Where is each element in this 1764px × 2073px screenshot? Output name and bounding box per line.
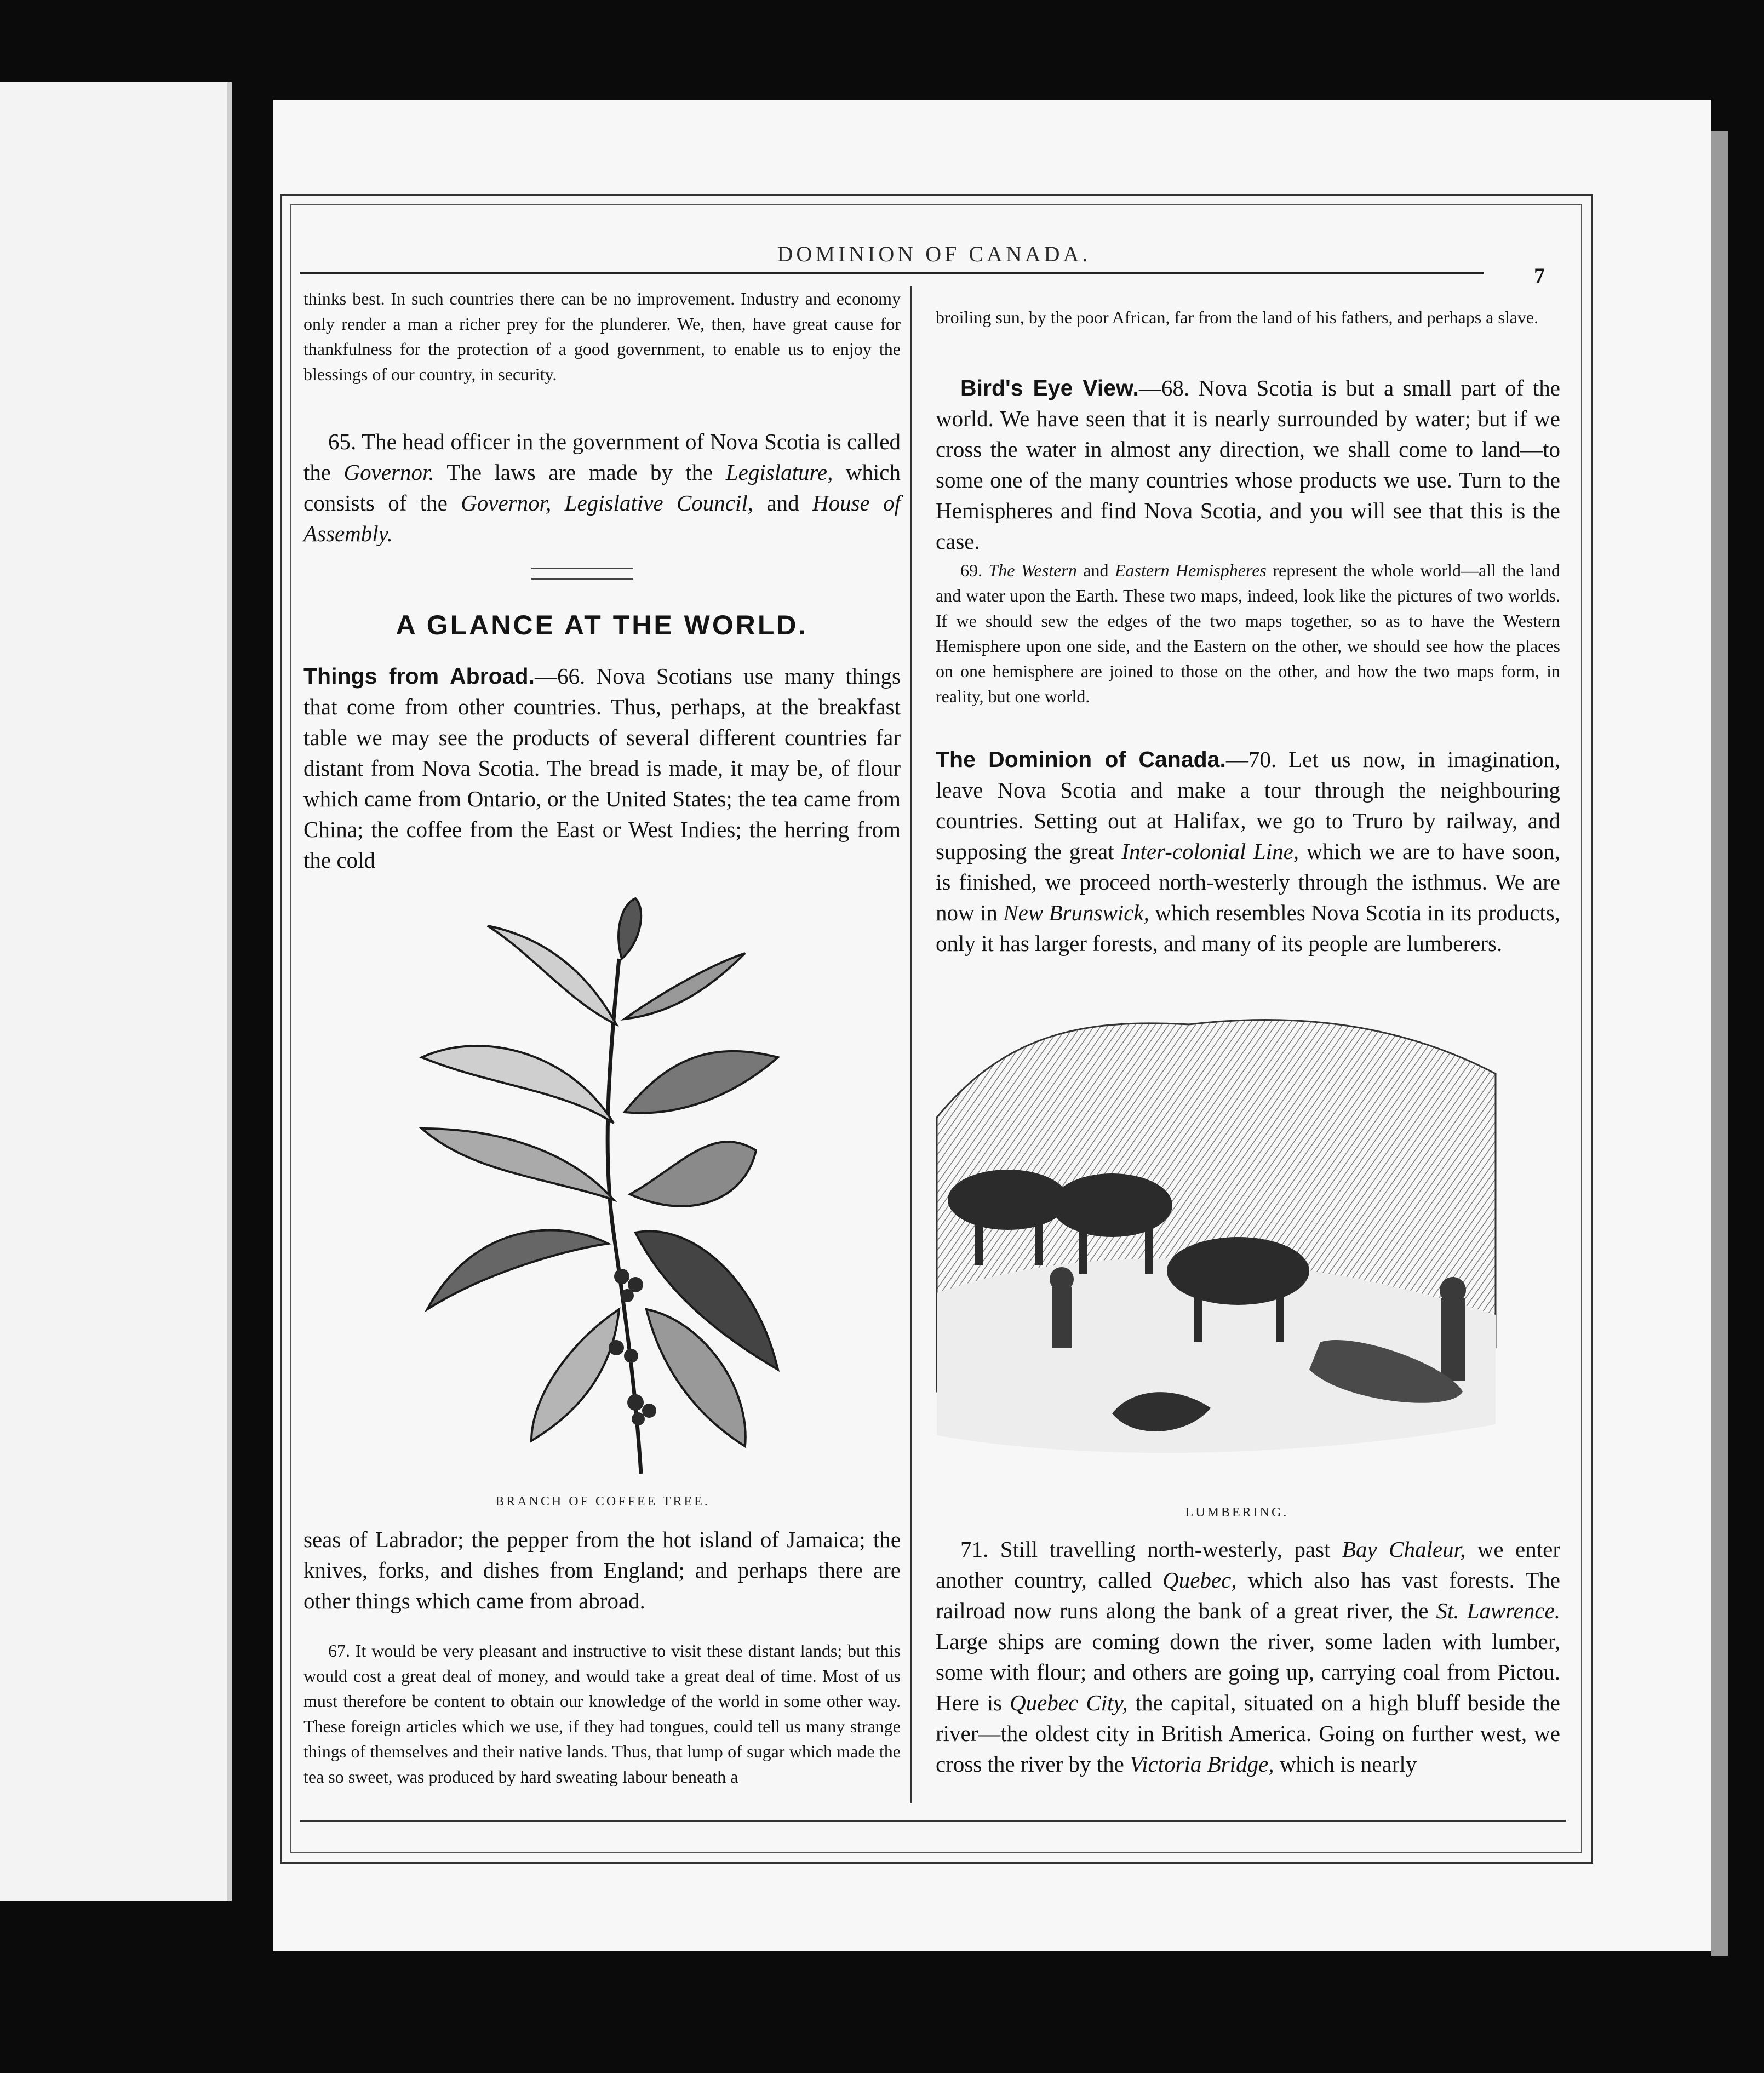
paragraph-66 [303,661,901,875]
para71-text: the capital, situated on a high bluff beside the river—the oldest city in British America. Going on further west, we cross the river by the [936,1690,1560,1777]
paragraph-65 [303,426,901,549]
para69-number: 69. [960,560,989,580]
para65-text: which consists of the [303,460,901,516]
section-ornament [531,568,633,580]
paragraph-68 [936,373,1560,557]
header-rule [300,272,1484,274]
para70-text: which we are to have soon, is finished, we proceed north-westerly through the isthmus. We are now in [936,839,1560,925]
para71-text: 71. Still travelling north-westerly, past [960,1537,1342,1562]
para66-lead: Things from Abroad. [303,663,535,689]
paragraph-66-continued [303,1524,901,1616]
bay-chaleur-term: Bay Chaleur, [1342,1537,1466,1562]
lumbering-illustration [926,1008,1507,1468]
intercolonial-term: Inter-colonial Line, [1121,839,1299,864]
paragraph-text: 67. It would be very pleasant and instructive to visit these distant lands; but this would cost a great deal of money, and would take a great deal of time. Most of us must therefore be content to obtain our knowledge of the world in some other way. These foreign articles which we use, if they had tongues, could tell us many strange things of themselves and their native lands. Thus, that lump of sugar which made the tea so sweet, was produced by hard sweating labour beneath a [303,1641,901,1786]
para65-text: 65. The head officer in the government of Nova Scotia is called the [303,429,901,485]
paragraph-67 [303,1638,901,1789]
western-term: The Western [988,560,1077,580]
paragraph-71 [936,1534,1560,1779]
st-lawrence-term: St. Lawrence. [1436,1598,1560,1623]
victoria-bridge-term: Victoria Bridge, [1130,1751,1274,1777]
page-number: 7 [1534,264,1545,288]
section-title: A GLANCE AT THE WORLD. [396,610,809,640]
paragraph-text: seas of Labrador; the pepper from the hot island of Jamaica; the knives, forks, and dishes from England; and perhaps there are other things which came from abroad. [303,1527,901,1613]
legislature-term: Legislature, [725,460,833,485]
quebec-city-term: Quebec City, [1010,1690,1128,1715]
para69-text: represent the whole world—all the land and water upon the Earth. These two maps, indeed, look like the pictures of two worlds. If we should sew the edges of the two maps together, so as to have the Western Hemisphere upon one side, and the Eastern on the other, we should see how the places on one hemisphere are joined to those on the other, and how the two maps form, in reality, but one world. [936,560,1561,706]
para68-text: —68. Nova Scotia is but a small part of the world. We have seen that it is nearly surrounded by water; but if we cross the water in almost any direction, we shall come to land—to some one of the many countries whose products we use. Turn to the Hemispheres and find Nova Scotia, and you will see that this is the case. [936,375,1560,554]
para70-text: —70. Let us now, in imagination, leave Nova Scotia and make a tour through the neighbouring countries. Setting out at Halifax, we go to Truro by railway, and supposing the great [936,747,1560,864]
para68-lead: Bird's Eye View. [960,375,1139,400]
figure-caption-coffee: BRANCH OF COFFEE TREE. [495,1494,710,1509]
governor-term: Governor. [343,460,434,485]
para65-text: and [753,490,812,516]
para70-text: which resembles Nova Scotia in its products, only it has larger forests, and many of its people are lumberers. [936,900,1560,956]
footer-rule [300,1820,1566,1822]
running-head: DOMINION OF CANADA. [777,242,1091,266]
para65-text: The laws are made by the [434,460,726,485]
left-carryover-paragraph [303,286,901,387]
para66-text: —66. Nova Scotians use many things that come from other countries. Thus, perhaps, at the breakfast table we may see the products of several different countries far distant from Nova Scotia. The bread is made, it may be, of flour which came from Ontario, or the United States; the tea came from China; the coffee from the East or West Indies; the herring from the cold [303,663,901,873]
paragraph-69 [936,558,1560,709]
column-divider [910,286,912,1803]
para71-text: Large ships are coming down the river, some laden with lumber, some with flour; and others are going up, carrying coal from Pictou. Here is [936,1629,1560,1715]
new-brunswick-term: New Brunswick, [1003,900,1149,925]
para71-text: which is nearly [1274,1751,1417,1777]
para71-text: which also has vast forests. The railroad now runs along the bank of a great river, the [936,1567,1560,1623]
paragraph-text: broiling sun, by the poor African, far from the land of his fathers, and perhaps a slave. [936,307,1539,327]
facing-page [0,82,232,1901]
eastern-term: Eastern Hemispheres [1114,560,1267,580]
bodies-term: Governor, Legislative Council, [461,490,754,516]
figure-caption-lumbering: LUMBERING. [1185,1505,1289,1520]
paragraph-70 [936,744,1560,959]
assembly-term: House of Assembly. [303,490,901,546]
right-carryover-paragraph [936,305,1560,330]
para71-text: we enter another country, called [936,1537,1560,1593]
coffee-branch-illustration [405,893,800,1485]
paragraph-text: thinks best. In such countries there can be no improvement. Industry and economy only render a man a richer prey for the plunderer. We, then, have great cause for thankfulness for the protection of a good government, to enable us to enjoy the blessings of our country, in security. [303,289,901,384]
page-edge [1711,131,1728,1956]
para70-lead: The Dominion of Canada. [936,747,1226,772]
para69-text: and [1076,560,1115,580]
quebec-term: Quebec, [1162,1567,1237,1593]
